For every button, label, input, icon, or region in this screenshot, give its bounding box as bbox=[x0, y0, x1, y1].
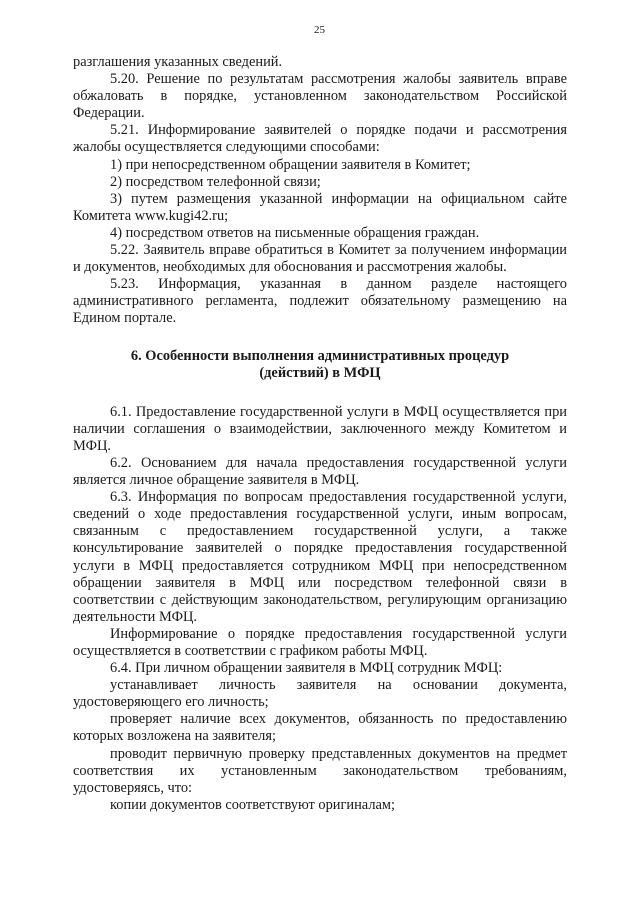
section-title-line: (действий) в МФЦ bbox=[259, 364, 381, 381]
paragraph: 5.21. Информирование заявителей о порядке подачи и рассмотрения жалобы осуществляется следующими способами: bbox=[73, 122, 567, 156]
paragraph: 6.2. Основанием для начала предоставления государственной услуги является личное обращение заявителя в МФЦ. bbox=[73, 454, 567, 489]
paragraph: копии документов соответствуют оригиналам; bbox=[110, 796, 395, 813]
section-6-text bbox=[73, 404, 567, 814]
paragraph: 4) посредством ответов на письменные обращения граждан. bbox=[110, 224, 480, 241]
paragraph: 2) посредством телефонной связи; bbox=[110, 173, 321, 190]
paragraph: 5.20. Решение по результатам рассмотрения жалобы заявитель вправе обжаловать в порядке, установленном законодательством Российской Федерации. bbox=[73, 71, 567, 122]
paragraph: проверяет наличие всех документов, обязанность по предоставлению которых возложена на заявителя; bbox=[73, 711, 567, 745]
paragraph: 5.23. Информация, указанная в данном разделе настоящего административного регламента, подлежит обязательному размещению на Едином портале. bbox=[73, 276, 567, 327]
page-content bbox=[73, 54, 567, 814]
paragraph: 6.1. Предоставление государственной услуги в МФЦ осуществляется при наличии соглашения о взаимодействии, заключенного между Комитетом и МФЦ. bbox=[73, 403, 567, 454]
paragraph: проводит первичную проверку представленных документов на предмет соответствия их установленным законодательством требованиям, удостоверяясь, что: bbox=[73, 745, 567, 796]
page-number: 25 bbox=[314, 24, 325, 36]
section-5-text bbox=[73, 54, 567, 328]
paragraph: 1) при непосредственном обращении заявителя в Комитет; bbox=[110, 156, 471, 173]
paragraph: 3) путем размещения указанной информации на официальном сайте Комитета www.kugi42.ru; bbox=[73, 190, 567, 224]
paragraph: 6.4. При личном обращении заявителя в МФЦ сотрудник МФЦ: bbox=[110, 660, 503, 677]
paragraph: 5.22. Заявитель вправе обратиться в Комитет за получением информации и документов, необходимых для обоснования и рассмотрения жалобы. bbox=[73, 242, 567, 276]
paragraph: устанавливает личность заявителя на основании документа, удостоверяющего его личность; bbox=[73, 677, 567, 711]
paragraph: Информирование о порядке предоставления государственной услуги осуществляется в соответствии с графиком работы МФЦ. bbox=[73, 625, 567, 659]
paragraph: разглашения указанных сведений. bbox=[73, 54, 283, 70]
paragraph: 6.3. Информация по вопросам предоставления государственной услуги, сведений о ходе предоставления государственной услуги, иным вопросам, связанным с предоставлением государственной услуги, а также консультирование заявителей о порядке предоставления государственной услуги в МФЦ предоставляется сотрудником МФЦ при непосредственном обращении заявителя в МФЦ или посредством телефонной связи в соответствии с действующим законодательством, регулирующим организацию деятельности МФЦ. bbox=[73, 489, 567, 625]
section-title-line: 6. Особенности выполнения административных процедур bbox=[130, 347, 510, 364]
section-title bbox=[73, 348, 567, 382]
